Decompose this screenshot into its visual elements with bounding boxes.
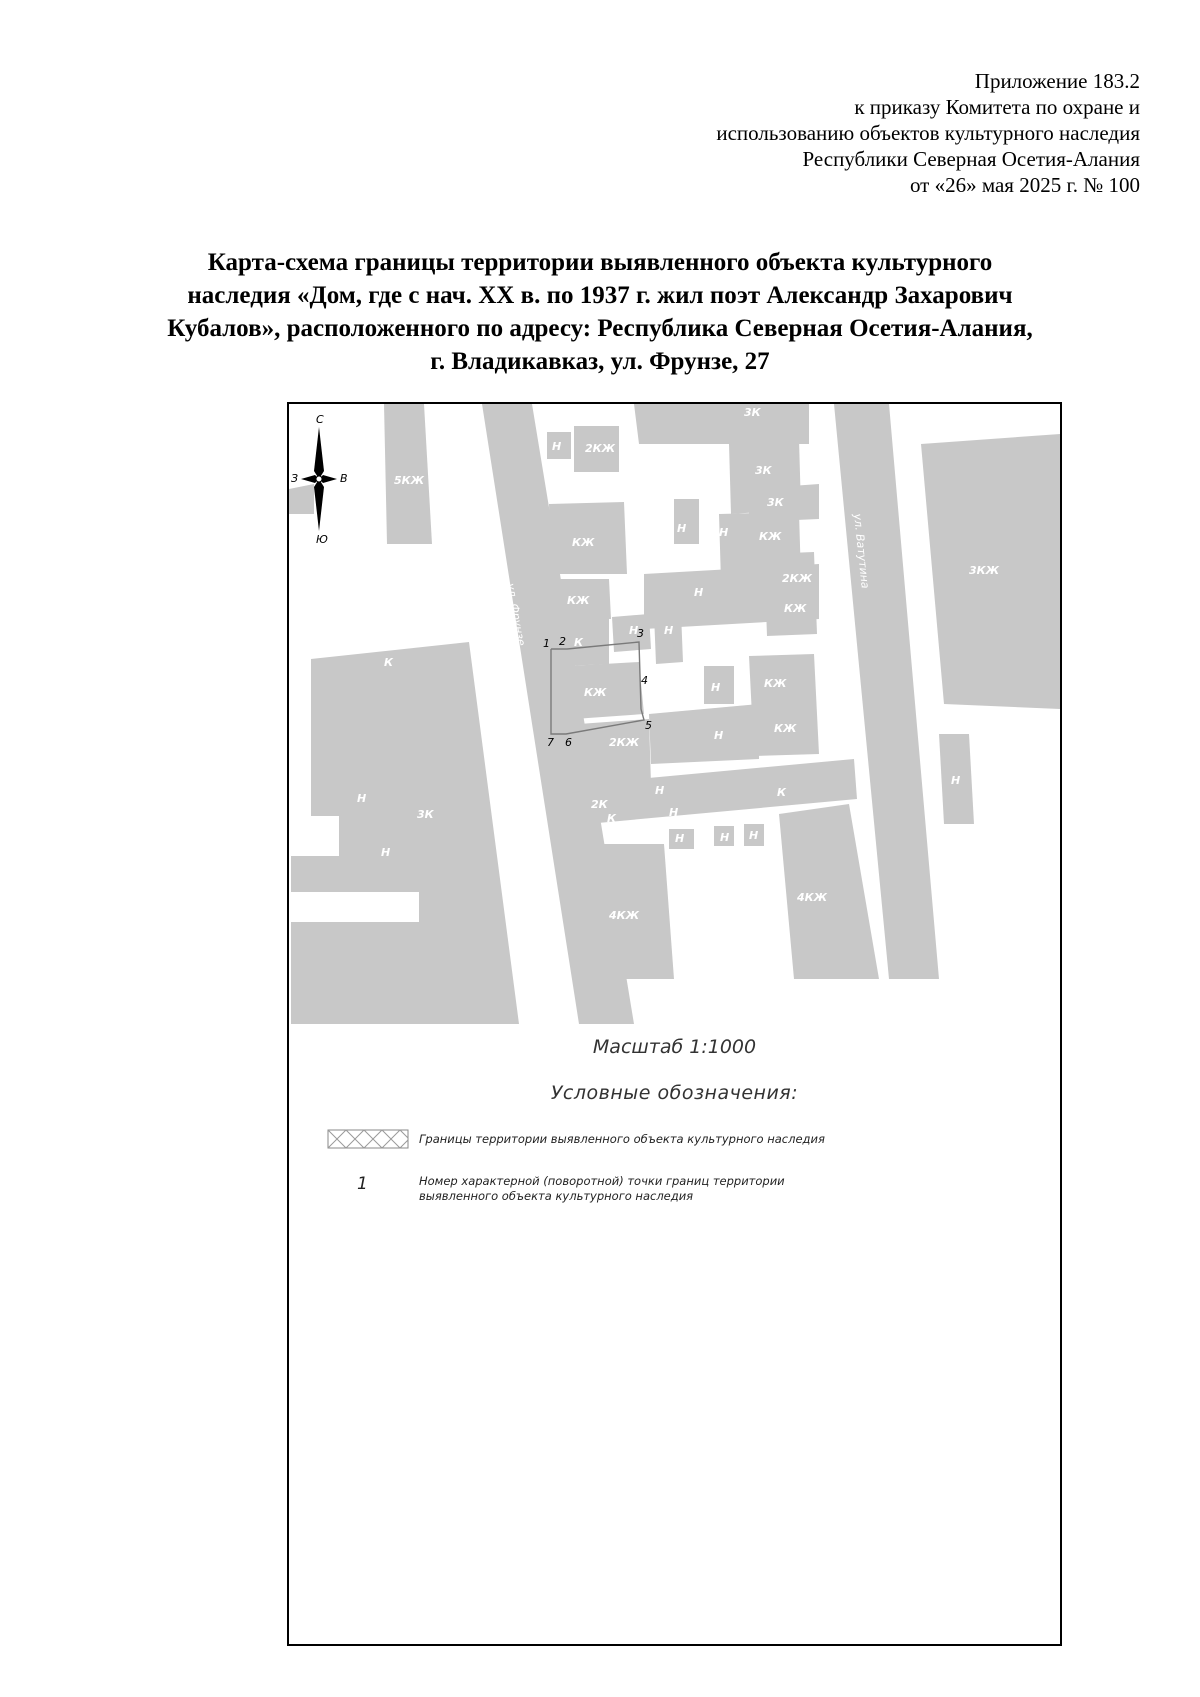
document-title (60, 246, 1140, 378)
label-b25: 2КЖ (609, 736, 640, 749)
appendix-header (500, 68, 1140, 198)
appendix-line: использованию объектов культурного наследия (716, 121, 1140, 145)
point-3: 3 (637, 627, 644, 640)
compass-s: Ю (316, 533, 328, 546)
map-sheet (289, 404, 1060, 1644)
label-b12: 3КЖ (969, 564, 1000, 577)
legend-point-line: выявленного объекта культурного наследия (419, 1189, 694, 1203)
title-line: Карта-схема границы территории выявленного объекта культурного (207, 249, 993, 276)
building-kzh-big (749, 654, 819, 756)
label-b33: К (607, 812, 616, 825)
title-line: наследия «Дом, где с нач. XX в. по 1937 г. жил поэт Александр Захарович (187, 282, 1013, 309)
building-n-sq2 (654, 612, 683, 664)
label-b32: К (777, 786, 786, 799)
point-4: 4 (641, 674, 648, 687)
compass-n: С (316, 413, 324, 426)
label-b18: Н (664, 624, 674, 637)
point-6: 6 (565, 736, 572, 749)
label-b34: Н (669, 806, 679, 819)
label-b5: 3К (755, 464, 772, 477)
label-b31: Н (655, 784, 665, 797)
label-b7: Н (677, 522, 687, 535)
label-b14: Н (694, 586, 704, 599)
label-b17: Н (629, 624, 639, 637)
north-arrow-icon (291, 413, 348, 546)
label-b28: Н (357, 792, 367, 805)
label-b10: КЖ (759, 530, 782, 543)
label-b20: КЖ (584, 686, 607, 699)
label-b38: Н (381, 846, 391, 859)
label-b41: Н (951, 774, 961, 787)
label-b24: Н (714, 729, 724, 742)
street-label-frunze: ул. Фрунзе (504, 582, 528, 647)
label-b16: К (574, 636, 583, 649)
label-b1: 3К (744, 406, 761, 419)
buildings-layer (289, 404, 1060, 1024)
appendix-line: Республики Северная Осетия-Алания (802, 147, 1140, 171)
compass-w: З (291, 472, 299, 485)
building-strip-tl (289, 484, 314, 514)
point-2: 2 (559, 635, 566, 648)
label-b29: 3К (417, 808, 434, 821)
title-line: г. Владикавказ, ул. Фрунзе, 27 (430, 348, 770, 375)
building-k-mid (649, 704, 759, 764)
label-b27: КЖ (774, 722, 797, 735)
label-b37: Н (749, 829, 759, 842)
label-b21: Н (649, 681, 659, 694)
hatch-boundary-icon (327, 1129, 409, 1149)
label-b9: Н (719, 526, 729, 539)
label-b19: К (384, 656, 393, 669)
label-b39: 4КЖ (609, 909, 640, 922)
title-line: Кубалов», расположенного по адресу: Республика Северная Осетия-Алания, (167, 315, 1033, 342)
label-b22: Н (711, 681, 721, 694)
street-label-vatutina: ул. Ватутина (851, 512, 872, 590)
building-target-kzh (569, 662, 644, 719)
building-k-left (564, 619, 609, 666)
point-1: 1 (543, 637, 550, 650)
appendix-line: Приложение 183.2 (974, 69, 1140, 93)
map-scale: Масштаб 1:1000 (592, 1036, 757, 1058)
legend-point-line: Номер характерной (поворотной) точки границ территории (419, 1174, 785, 1188)
label-b4: 5КЖ (394, 474, 425, 487)
legend-point-text (419, 1174, 979, 1204)
label-b8: КЖ (572, 536, 595, 549)
label-b2: Н (552, 440, 562, 453)
map-frame (287, 402, 1062, 1646)
label-b3: 2КЖ (585, 442, 616, 455)
point-5: 5 (645, 719, 652, 732)
label-b30: 2К (591, 798, 608, 811)
label-b13: КЖ (567, 594, 590, 607)
label-b6: 3К (767, 496, 784, 509)
appendix-line: к приказу Комитета по охране и (854, 95, 1140, 119)
legend-point-sample: 1 (357, 1174, 368, 1194)
appendix-line: от «26» мая 2025 г. № 100 (909, 173, 1140, 197)
legend-title: Условные обозначения: (550, 1082, 799, 1104)
point-7: 7 (547, 736, 554, 749)
label-b36: Н (720, 831, 730, 844)
label-b23: КЖ (764, 677, 787, 690)
label-b15: КЖ (784, 602, 807, 615)
label-b40: 4КЖ (797, 891, 828, 904)
legend-boundary-text: Границы территории выявленного объекта культурного наследия (419, 1132, 825, 1146)
building-3k-top (634, 404, 809, 444)
label-b35: Н (675, 832, 685, 845)
compass-e: В (340, 472, 348, 485)
building-4kzh-right (779, 804, 879, 979)
label-b11: 2КЖ (782, 572, 813, 585)
